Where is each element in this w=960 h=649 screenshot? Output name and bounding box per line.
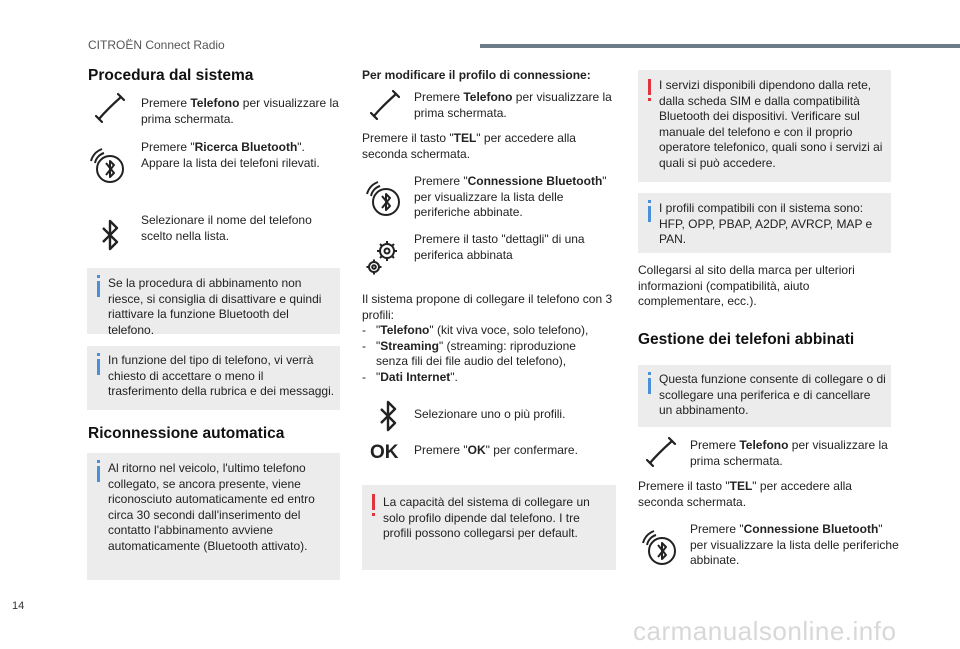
info-box-auto-reconnect [87,453,340,580]
warning-box-services [638,70,891,182]
warning-icon [372,494,375,510]
info-box-manage [638,365,891,427]
step-ricerca-bluetooth: Premere "Ricerca Bluetooth". Appare la lista dei telefoni rilevati. [141,140,320,170]
step-press-telefono: Premere Telefono per visualizzare la prima schermata. [141,96,339,126]
phone-icon [90,88,130,128]
step-press-telefono: Premere Telefono per visualizzare la prima schermata. [690,438,888,468]
info-box-pairing-fail [87,268,340,337]
info-text: Questa funzione consente di collegare o di scollegare una periferica e di cancellare un abbinamento. [659,372,886,417]
profile-telefono: - "Telefono" (kit viva voce, solo telefono), [362,323,589,337]
profile-list [362,323,614,385]
info-icon [648,378,651,394]
info-text: In funzione del tipo di telefono, vi verrà chiesto di accettare o meno il trasferimento della rubrica e dei messaggi. [108,353,335,398]
bluetooth-icon [90,215,130,255]
running-header-title: CITROËN Connect Radio [88,38,225,52]
info-icon [97,281,100,297]
info-text: Se la procedura di abbinamento non riesce, si consiglia di disattivare e quindi riattivare la funzione Bluetooth del telefono. [108,276,322,337]
bluetooth-search-icon [88,145,128,185]
section-title-gestione: Gestione dei telefoni abbinati [638,331,855,348]
step-press-ok: Premere "OK" per confermare. [414,443,578,457]
ok-icon: OK [370,442,399,463]
info-text: I profili compatibili con il sistema sono: HFP, OPP, PBAP, A2DP, AVRCP, MAP e PAN. [659,201,873,246]
bluetooth-search-icon [640,527,680,567]
warning-text: I servizi disponibili dipendono dalla rete, dalla scheda SIM e dalla compatibilità Bluetooth dei dispositivi. Verificare sul manuale del telefono e con il proprio operatore telefonico, quali sono i servizi ai quali si può accedere. [659,78,883,170]
info-text: Al ritorno nel veicolo, l'ultimo telefono collegato, se ancora presente, viene riconosciuto automaticamente ed entro circa 30 secondi dall'inserimento del contatto l'abbinamento avviene automaticamente (Bluetooth attivato). [108,461,315,553]
section-title-procedura: Procedura dal sistema [88,67,254,84]
header-rule [480,44,960,48]
info-icon [648,206,651,222]
info-box-contacts [87,346,340,410]
step-press-tel: Premere il tasto "TEL" per accedere alla seconda schermata. [362,131,576,161]
profile-streaming: - "Streaming" (streaming: riproduzione senza fili dei file audio del telefono), [362,338,576,368]
step-press-tel: Premere il tasto "TEL" per accedere alla seconda schermata. [638,479,852,509]
profiles-intro: Il sistema propone di collegare il telefono con 3 profili: [362,292,613,322]
profile-dati-internet: - "Dati Internet". [362,369,458,384]
step-select-phone: Selezionare il nome del telefono scelto nella lista. [141,213,312,243]
bluetooth-search-icon [364,178,404,218]
bluetooth-icon [368,396,408,436]
info-icon [97,466,100,482]
page-number: 14 [12,600,25,612]
step-select-profiles: Selezionare uno o più profili. [414,407,566,421]
phone-icon [365,85,405,125]
info-icon [97,359,100,375]
step-connessione-bluetooth: Premere "Connessione Bluetooth" per visualizzare la lista delle periferiche abbinate. [690,522,899,567]
brand-site-text: Collegarsi al sito della marca per ulteriori informazioni (compatibilità, aiuto complementare, ecc.). [638,263,855,308]
section-title-riconnessione: Riconnessione automatica [88,425,285,442]
warning-icon [648,79,651,95]
step-dettagli: Premere il tasto "dettagli" di una periferica abbinata [414,232,585,262]
step-press-telefono: Premere Telefono per visualizzare la prima schermata. [414,90,612,120]
step-connessione-bluetooth: Premere "Connessione Bluetooth" per visualizzare la lista delle periferiche abbinate. [414,174,607,219]
warning-text: La capacità del sistema di collegare un solo profilo dipende dal telefono. I tre profili possono collegarsi per default. [383,495,590,540]
gear-icon [364,236,404,276]
warning-box-profile [362,485,616,570]
heading-modify-profile: Per modificare il profilo di connessione: [362,68,591,82]
phone-icon [641,432,681,472]
watermark: carmanualsonline.info [633,616,897,646]
info-box-profiles [638,193,891,253]
